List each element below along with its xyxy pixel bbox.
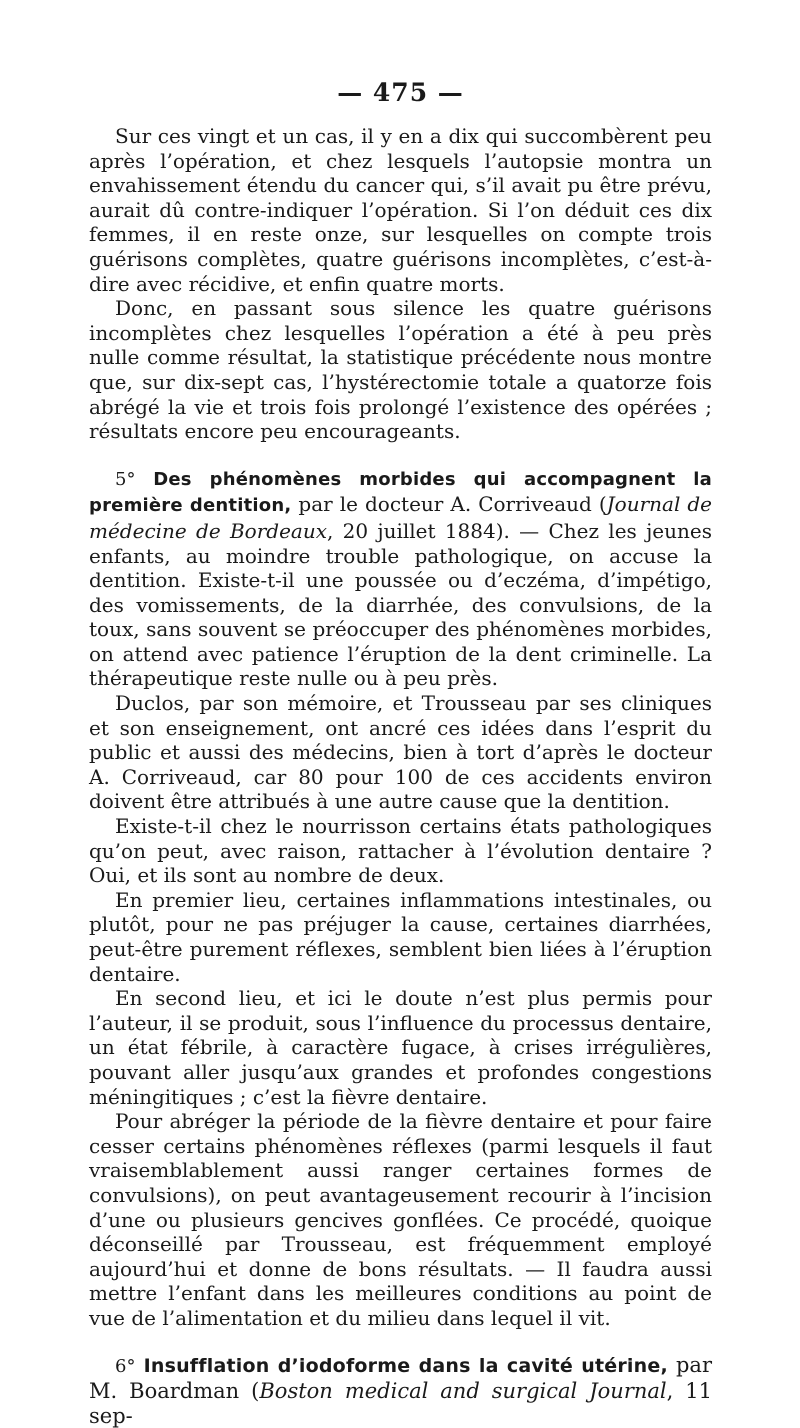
section-5-paragraph-5: Pour abréger la période de la fièvre dentaire et pour faire cesser certains phénomènes réflexes (parmi lesquels il faut vraisemblablement aussi ranger certaines formes de convulsions), on peut avantageusement recourir à l’incision d’une ou plusieurs gencives gonflées. Ce procédé, quoique déconseillé par Trousseau, est fréquemment employé aujourd’hui et donne de bons résultats. — Il faudra aussi mettre l’enfant dans les meilleures conditions au point de vue de l’alimentation et du milieu dans lequel il vit.: [89, 1109, 712, 1330]
section-5-heading: Des phénomènes morbides qui accompagnent la première dentition,: [89, 469, 712, 517]
section-6-intro: [89, 1353, 712, 1428]
section-5-journal: Journal de médecine de Bordeaux: [89, 492, 712, 543]
paragraph-2: Donc, en passant sous silence les quatre guérisons incomplètes chez lesquelles l’opération a été à peu près nulle comme résultat, la statistique précédente nous montre que, sur dix-sept cas, l’hystérectomie totale a quatorze fois abrégé la vie et trois fois prolongé l’existence des opérées ; résultats encore peu encourageants.: [89, 296, 712, 444]
section-5-paragraph-2: Existe-t-il chez le nourrisson certains états pathologiques qu’on peut, avec raison, rattacher à l’évolution dentaire ? Oui, et ils sont au nombre de deux.: [89, 814, 712, 888]
section-5-paragraph-3: En premier lieu, certaines inflammations intestinales, ou plutôt, pour ne pas préjuger la cause, certaines diarrhées, peut-être purement réflexes, semblent bien liées à l’éruption dentaire.: [89, 888, 712, 986]
section-5-byline: par le docteur A. Corriveaud (: [291, 492, 606, 516]
section-5-number: 5°: [115, 469, 135, 490]
section-5-paragraph-1: Duclos, par son mémoire, et Trousseau par ses cliniques et son enseignement, ont ancré ces idées dans l’esprit du public et aussi des médecins, bien à tort d’après le docteur A. Corriveaud, car 80 pour 100 de ces accidents environ doivent être attribués à une autre cause que la dentition.: [89, 691, 712, 814]
section-6-byline: par M. Boardman (: [89, 1353, 712, 1404]
section-6-journal: Boston medical and surgical Journal: [259, 1379, 666, 1403]
section-5-paragraph-4: En second lieu, et ici le doute n’est plus permis pour l’auteur, il se produit, sous l’influence du processus dentaire, un état fébrile, à caractère fugace, à crises irrégulières, pouvant aller jusqu’aux grandes et profondes congestions méningitiques ; c’est la fièvre dentaire.: [89, 986, 712, 1109]
paragraph-1: Sur ces vingt et un cas, il y en a dix qui succombèrent peu après l’opération, et chez lesquels l’autopsie montra un envahissement étendu du cancer qui, s’il avait pu être prévu, aurait dû contre-indiquer l’opération. Si l’on déduit ces dix femmes, il en reste onze, sur lesquelles on compte trois guérisons complètes, quatre guérisons incomplètes, c’est-à-dire avec récidive, et enfin quatre morts.: [89, 124, 712, 296]
section-5-body: , 20 juillet 1884). — Chez les jeunes enfants, au moindre trouble pathologique, on accuse la dentition. Existe-t-il une poussée ou d’eczéma, d’impétigo, des vomissements, de la diarrhée, des convulsions, de la toux, sans souvent se préoccuper des phénomènes morbides, on attend avec patience l’éruption de la dent criminelle. La thérapeutique reste nulle ou à peu près.: [89, 519, 712, 691]
section-6-heading: Insufflation d’iodoforme dans la cavité utérine,: [144, 1355, 668, 1377]
section-5-intro: [89, 466, 712, 691]
section-6-number: 6°: [115, 1356, 135, 1377]
page-number: — 475 —: [89, 78, 712, 108]
section-6-body: , 11 sep-: [89, 1379, 712, 1428]
